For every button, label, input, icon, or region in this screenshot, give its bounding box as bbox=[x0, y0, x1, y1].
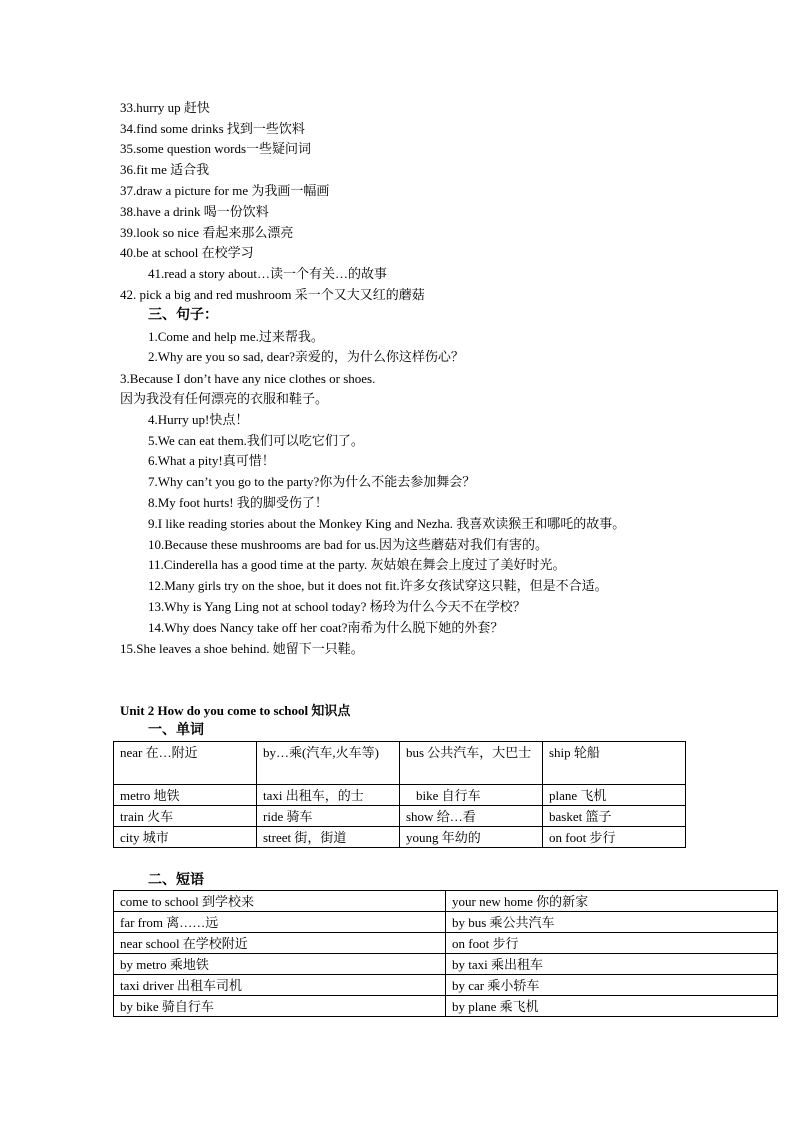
table-row bbox=[114, 827, 686, 848]
table-cell: show 给…看 bbox=[400, 806, 543, 827]
table-cell: street 街，街道 bbox=[257, 827, 400, 848]
table-cell: by bus 乘公共汽车 bbox=[446, 912, 778, 933]
table-cell: basket 篮子 bbox=[543, 806, 686, 827]
table-cell: your new home 你的新家 bbox=[446, 891, 778, 912]
sentence-item: 13.Why is Yang Ling not at school today? 杨玲为什么今天不在学校？ bbox=[148, 599, 526, 614]
table-cell: plane 飞机 bbox=[543, 785, 686, 806]
phrases-table bbox=[113, 890, 778, 1017]
table-row bbox=[114, 912, 778, 933]
phrase-item: 33.hurry up 赶快 bbox=[120, 100, 210, 115]
sentence-item: 10.Because these mushrooms are bad for us.因为这些蘑菇对我们有害的。 bbox=[148, 537, 549, 552]
sentence-item: 8.My foot hurts! 我的脚受伤了！ bbox=[148, 495, 328, 510]
table-row bbox=[114, 933, 778, 954]
phrase-item: 36.fit me 适合我 bbox=[120, 162, 210, 177]
phrase-item: 37.draw a picture for me 为我画一幅画 bbox=[120, 183, 330, 198]
table-cell: by…乘(汽车,火车等) bbox=[257, 742, 400, 785]
sentence-item: 6.What a pity!真可惜！ bbox=[148, 453, 275, 468]
table-cell: young 年幼的 bbox=[400, 827, 543, 848]
table-cell: ride 骑车 bbox=[257, 806, 400, 827]
table-cell: by metro 乘地铁 bbox=[114, 954, 446, 975]
words-heading: 一、单词 bbox=[148, 723, 204, 738]
sentence-item: 14.Why does Nancy take off her coat?南希为什么脱下她的外套？ bbox=[148, 620, 504, 635]
phrases-heading: 二、短语 bbox=[148, 873, 204, 888]
table-row bbox=[114, 975, 778, 996]
table-cell: bus 公共汽车，大巴士 bbox=[400, 742, 543, 785]
table-cell: metro 地铁 bbox=[114, 785, 257, 806]
table-cell: come to school 到学校来 bbox=[114, 891, 446, 912]
sentence-item: 7.Why can’t you go to the party?你为什么不能去参加舞会？ bbox=[148, 474, 476, 489]
table-row bbox=[114, 891, 778, 912]
table-row bbox=[114, 806, 686, 827]
sentences-heading: 三、句子： bbox=[148, 308, 218, 323]
table-cell: city 城市 bbox=[114, 827, 257, 848]
sentence-item: 3.Because I don’t have any nice clothes or shoes. bbox=[120, 371, 376, 386]
phrase-item: 39.look so nice 看起来那么漂亮 bbox=[120, 225, 294, 240]
sentence-item: 因为我没有任何漂亮的衣服和鞋子。 bbox=[120, 391, 329, 406]
table-cell: near 在…附近 bbox=[114, 742, 257, 785]
table-row bbox=[114, 954, 778, 975]
table-cell: on foot 步行 bbox=[543, 827, 686, 848]
phrase-item: 38.have a drink 喝一份饮料 bbox=[120, 204, 269, 219]
table-cell: ship 轮船 bbox=[543, 742, 686, 785]
table-cell: by taxi 乘出租车 bbox=[446, 954, 778, 975]
table-row bbox=[114, 742, 686, 785]
table-cell: by plane 乘飞机 bbox=[446, 996, 778, 1017]
table-cell: near school 在学校附近 bbox=[114, 933, 446, 954]
table-cell: train 火车 bbox=[114, 806, 257, 827]
phrase-item: 41.read a story about…读一个有关…的故事 bbox=[148, 266, 388, 281]
phrase-item: 40.be at school 在校学习 bbox=[120, 245, 254, 260]
table-cell: by bike 骑自行车 bbox=[114, 996, 446, 1017]
unit-title: Unit 2 How do you come to school 知识点 bbox=[120, 703, 351, 718]
table-cell: taxi 出租车，的士 bbox=[257, 785, 400, 806]
sentence-item: 4.Hurry up!快点！ bbox=[148, 412, 249, 427]
sentence-item: 1.Come and help me.过来帮我。 bbox=[148, 329, 324, 344]
sentence-item: 5.We can eat them.我们可以吃它们了。 bbox=[148, 433, 364, 448]
words-table bbox=[113, 741, 686, 848]
table-cell: taxi driver 出租车司机 bbox=[114, 975, 446, 996]
sentence-item: 2.Why are you so sad, dear?亲爱的，为什么你这样伤心？ bbox=[148, 349, 464, 364]
sentence-item: 11.Cinderella has a good time at the party. 灰姑娘在舞会上度过了美好时光。 bbox=[148, 557, 566, 572]
sentence-item: 9.I like reading stories about the Monkey King and Nezha. 我喜欢读猴王和哪吒的故事。 bbox=[148, 516, 626, 531]
sentence-item: 15.She leaves a shoe behind. 她留下一只鞋。 bbox=[120, 641, 364, 656]
sentence-item: 12.Many girls try on the shoe, but it does not fit.许多女孩试穿这只鞋，但是不合适。 bbox=[148, 578, 608, 593]
table-cell: bike 自行车 bbox=[400, 785, 543, 806]
table-cell: by car 乘小轿车 bbox=[446, 975, 778, 996]
table-cell: on foot 步行 bbox=[446, 933, 778, 954]
phrase-item: 35.some question words一些疑问词 bbox=[120, 141, 312, 156]
table-row bbox=[114, 785, 686, 806]
table-row bbox=[114, 996, 778, 1017]
phrase-item: 34.find some drinks 找到一些饮料 bbox=[120, 121, 305, 136]
table-cell: far from 离……远 bbox=[114, 912, 446, 933]
phrase-item: 42. pick a big and red mushroom 采一个又大又红的蘑菇 bbox=[120, 287, 425, 302]
